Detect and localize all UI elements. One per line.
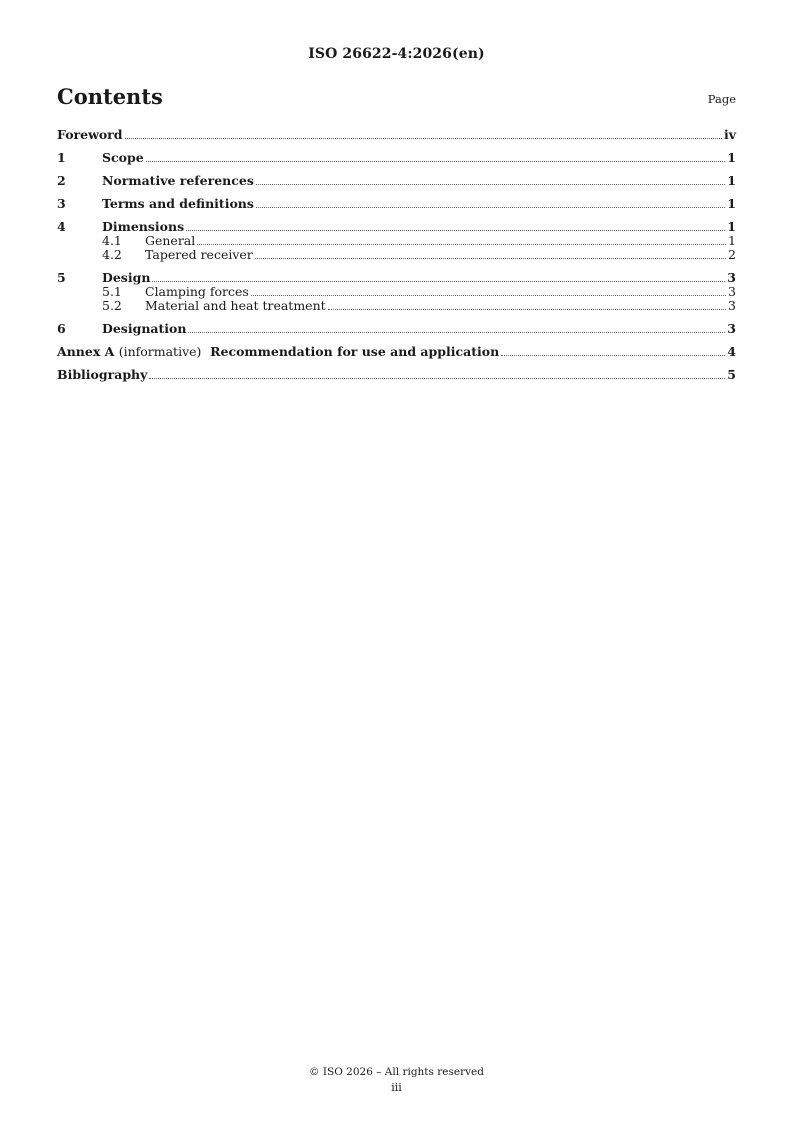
- toc-entry-label: [57, 345, 499, 359]
- dot-leader: [256, 207, 725, 208]
- dot-leader: [251, 295, 726, 296]
- toc-entry-number: 4.2: [102, 247, 122, 262]
- toc-entry-bibliography[interactable]: [57, 368, 736, 382]
- toc-entry-page: 3: [727, 270, 736, 285]
- toc-entry-page: 1: [727, 219, 736, 234]
- dot-leader: [152, 281, 725, 282]
- dot-leader: [186, 230, 725, 231]
- table-of-contents: [57, 128, 736, 382]
- toc-entry-page: 3: [728, 298, 736, 313]
- toc-entry-page: 1: [727, 196, 736, 211]
- toc-entry-page: 1: [727, 150, 736, 165]
- dot-leader: [256, 184, 725, 185]
- toc-entry-page: 3: [727, 321, 736, 336]
- document-identifier: ISO 26622-4:2026(en): [308, 46, 485, 62]
- toc-entry-label: Terms and definitions: [102, 196, 254, 211]
- toc-entry-general[interactable]: [57, 234, 736, 248]
- dot-leader: [197, 244, 726, 245]
- contents-title: Contents: [57, 84, 163, 109]
- dot-leader: [255, 258, 726, 259]
- toc-entry-number: 5: [57, 270, 66, 285]
- toc-entry-tapered-receiver[interactable]: [57, 248, 736, 262]
- toc-entry-label: Designation: [102, 321, 187, 336]
- dot-leader: [501, 355, 725, 356]
- toc-entry-number: 2: [57, 173, 66, 188]
- toc-entry-number: 6: [57, 321, 66, 336]
- toc-entry-label: Dimensions: [102, 219, 185, 234]
- toc-entry-number: 4: [57, 219, 66, 234]
- dot-leader: [125, 138, 722, 139]
- toc-entry-page: 1: [728, 233, 736, 248]
- dot-leader: [149, 378, 725, 379]
- dot-leader: [188, 332, 725, 333]
- toc-entry-label: Clamping forces: [145, 284, 249, 299]
- toc-entry-dimensions[interactable]: [57, 220, 736, 234]
- toc-entry-number: 3: [57, 196, 66, 211]
- toc-entry-label: Material and heat treatment: [145, 298, 326, 313]
- toc-entry-clamping-forces[interactable]: [57, 285, 736, 299]
- dot-leader: [146, 161, 726, 162]
- toc-entry-annex-a[interactable]: [57, 345, 736, 359]
- toc-entry-page: 1: [727, 173, 736, 188]
- toc-entry-page: 2: [728, 247, 736, 262]
- toc-entry-material-and-heat-treatment[interactable]: [57, 299, 736, 313]
- toc-entry-label: Design: [102, 270, 151, 285]
- toc-entry-label: Bibliography: [57, 367, 148, 382]
- toc-entry-label: Foreword: [57, 127, 123, 142]
- toc-entry-normative-references[interactable]: [57, 174, 736, 188]
- toc-entry-foreword[interactable]: [57, 128, 736, 142]
- page-column-label: Page: [707, 92, 736, 106]
- toc-entry-terms-and-definitions[interactable]: [57, 197, 736, 211]
- toc-entry-label: General: [145, 233, 196, 248]
- toc-entry-page: 4: [727, 344, 736, 359]
- toc-entry-number: 1: [57, 150, 66, 165]
- toc-entry-number: 5.1: [102, 284, 122, 299]
- dot-leader: [328, 309, 726, 310]
- annex-title: Recommendation for use and application: [210, 344, 500, 359]
- toc-entry-scope[interactable]: [57, 151, 736, 165]
- toc-entry-page: iv: [723, 127, 736, 142]
- toc-entry-label: Tapered receiver: [145, 247, 253, 262]
- toc-entry-label: Normative references: [102, 173, 254, 188]
- toc-entry-number: 4.1: [102, 233, 122, 248]
- toc-entry-designation[interactable]: [57, 322, 736, 336]
- annex-prefix: Annex A: [57, 344, 115, 359]
- toc-entry-number: 5.2: [102, 298, 122, 313]
- page-footer: [0, 1066, 793, 1094]
- toc-entry-page: 5: [727, 367, 736, 382]
- toc-entry-page: 3: [728, 284, 736, 299]
- toc-entry-label: Scope: [102, 150, 144, 165]
- annex-note: (informative): [118, 344, 202, 359]
- page-number: iii: [391, 1081, 402, 1094]
- copyright-notice: © ISO 2026 – All rights reserved: [309, 1066, 484, 1078]
- toc-entry-design[interactable]: [57, 271, 736, 285]
